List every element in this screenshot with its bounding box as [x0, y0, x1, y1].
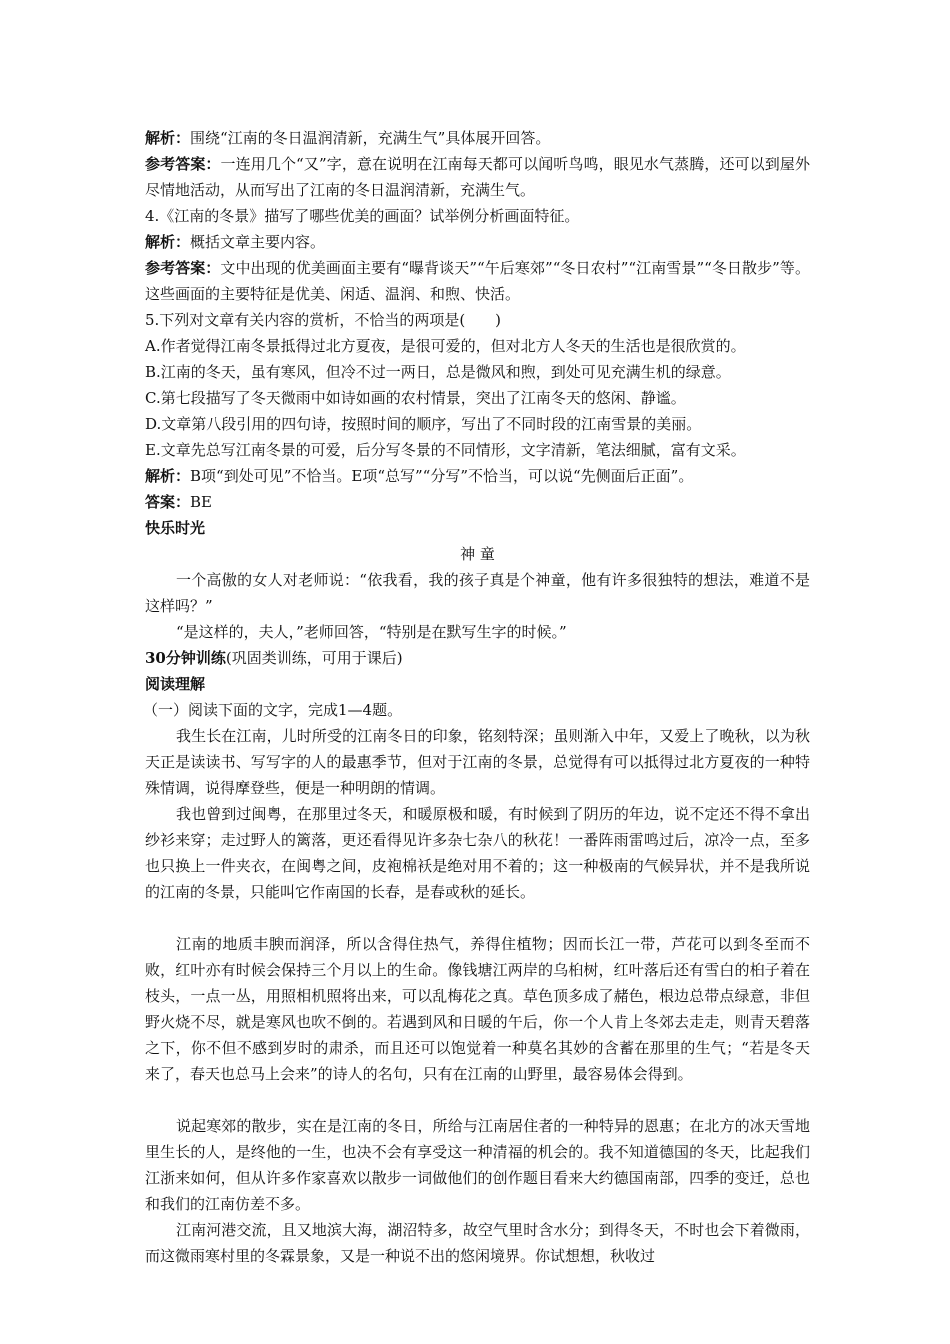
- answer-label: 参考答案：: [145, 155, 221, 173]
- answer-text: BE: [190, 493, 212, 511]
- q5-question: 5.下列对文章有关内容的赏析，不恰当的两项是( ): [145, 311, 502, 329]
- analysis-text: 围绕“江南的冬日温润清新，充满生气”具体展开回答。: [190, 129, 551, 147]
- analysis-text: B项“到处可见”不恰当。E项“总写”“分写”不恰当，可以说“先侧面后正面”。: [190, 467, 694, 485]
- analysis-label: 解析：: [145, 467, 191, 485]
- q5-option-b: B.江南的冬天，虽有寒风，但冷不过一两日，总是微风和煦，到处可见充满生机的绿意。: [145, 363, 731, 381]
- answer-label: 答案：: [145, 493, 191, 511]
- article-paragraph-2: 我也曾到过闽粤，在那里过冬天，和暖原极和暖，有时候到了阴历的年边，说不定还不得不拿出纱衫来穿；走过野人的篱落，更还看得见许多杂七杂八的秋花！一番阵雨雷鸣过后，凉冷一点，至多也只换上一件夹衣，在闽粤之间，皮袍棉袄是绝对用不着的；这一种极南的气候异状，并不是我所说的江南的冬景，只能叫它作南国的长春，是春或秋的延长。: [145, 805, 810, 901]
- q4-answer: [145, 255, 810, 307]
- answer-label: 参考答案：: [145, 259, 221, 277]
- analysis-label: 解析：: [145, 233, 191, 251]
- analysis-label: 解析：: [145, 129, 191, 147]
- training-note: (巩固类训练，可用于课后): [225, 649, 403, 667]
- q5-option-c: C.第七段描写了冬天微雨中如诗如画的农村情景，突出了江南冬天的悠闲、静谧。: [145, 389, 686, 407]
- answer-text: 一连用几个“又”字，意在说明在江南每天都可以闻听鸟鸣，眼见水气蒸腾，还可以到屋外尽情地活动，从而写出了江南的冬日温润清新，充满生气。: [145, 155, 810, 199]
- article-paragraph-1: 我生长在江南，儿时所受的江南冬日的印象，铭刻特深；虽则渐入中年，又爱上了晚秋，以为秋天正是读读书、写写字的人的最惠季节，但对于江南的冬景，总觉得有可以抵得过北方夏夜的一种特殊情调，说得摩登些，便是一种明朗的情调。: [145, 727, 810, 797]
- q4-question: 4.《江南的冬景》描写了哪些优美的画面？试举例分析画面特征。: [145, 207, 580, 225]
- analysis-text: 概括文章主要内容。: [190, 233, 326, 251]
- q3-answer: [145, 151, 810, 203]
- q5-option-e: E.文章先总写江南冬景的可爱，后分写冬景的不同情形，文字清新，笔法细腻，富有文采。: [145, 441, 746, 459]
- section-instruction: （一）阅读下面的文字，完成1—4题。: [143, 701, 403, 719]
- answer-text: 文中出现的优美画面主要有“曝背谈天”“午后寒郊”“冬日农村”“江南雪景”“冬日散步”等。这些画面的主要特征是优美、闲适、温润、和煦、快活。: [145, 259, 810, 303]
- joke-paragraph-1: 一个高傲的女人对老师说：“依我看，我的孩子真是个神童，他有许多很独特的想法，难道不是这样吗？”: [145, 571, 810, 615]
- q5-option-a: A.作者觉得江南冬景抵得过北方夏夜，是很可爱的，但对北方人冬天的生活也是很欣赏的。: [145, 337, 746, 355]
- q4-analysis: [145, 229, 810, 255]
- q5-option-d: D.文章第八段引用的四句诗，按照时间的顺序，写出了不同时段的江南雪景的美丽。: [145, 415, 702, 433]
- training-heading: [145, 645, 810, 671]
- article-paragraph-5: 江南河港交流，且又地滨大海，湖沼特多，故空气里时含水分；到得冬天，不时也会下着微雨，而这微雨寒村里的冬霖景象，又是一种说不出的悠闲境界。你试想想，秋收过: [145, 1221, 810, 1265]
- article-paragraph-3: 江南的地质丰腴而润泽，所以含得住热气，养得住植物；因而长江一带，芦花可以到冬至而不败，红叶亦有时候会保持三个月以上的生命。像钱塘江两岸的乌桕树，红叶落后还有雪白的桕子着在枝头，一点一丛，用照相机照将出来，可以乱梅花之真。草色顶多成了赭色，根边总带点绿意，非但野火烧不尽，就是寒风也吹不倒的。若遇到风和日暖的午后，你一个人肯上冬郊去走走，则青天碧落之下，你不但不感到岁时的肃杀，而且还可以饱觉着一种莫名其妙的含蓄在那里的生气；“若是冬天来了，春天也总马上会来”的诗人的名句，只有在江南的山野里，最容易体会得到。: [145, 935, 810, 1083]
- reading-heading: 阅读理解: [145, 675, 206, 693]
- q5-analysis: [145, 463, 825, 489]
- training-title: 30分钟训练: [145, 649, 226, 667]
- q5-answer: [145, 489, 810, 515]
- q3-analysis: [145, 125, 810, 151]
- happy-heading: 快乐时光: [145, 519, 206, 537]
- joke-title: 神 童: [460, 545, 495, 563]
- joke-paragraph-2: “是这样的，夫人，”老师回答，“特别是在默写生字的时候。”: [176, 623, 567, 641]
- article-paragraph-4: 说起寒郊的散步，实在是江南的冬日，所给与江南居住者的一种特异的恩惠；在北方的冰天雪地里生长的人，是终他的一生，也决不会有享受这一种清福的机会的。我不知道德国的冬天，比起我们江浙来如何，但从许多作家喜欢以散步一词做他们的创作题目看来大约德国南部，四季的变迁，总也和我们的江南仿差不多。: [145, 1117, 810, 1213]
